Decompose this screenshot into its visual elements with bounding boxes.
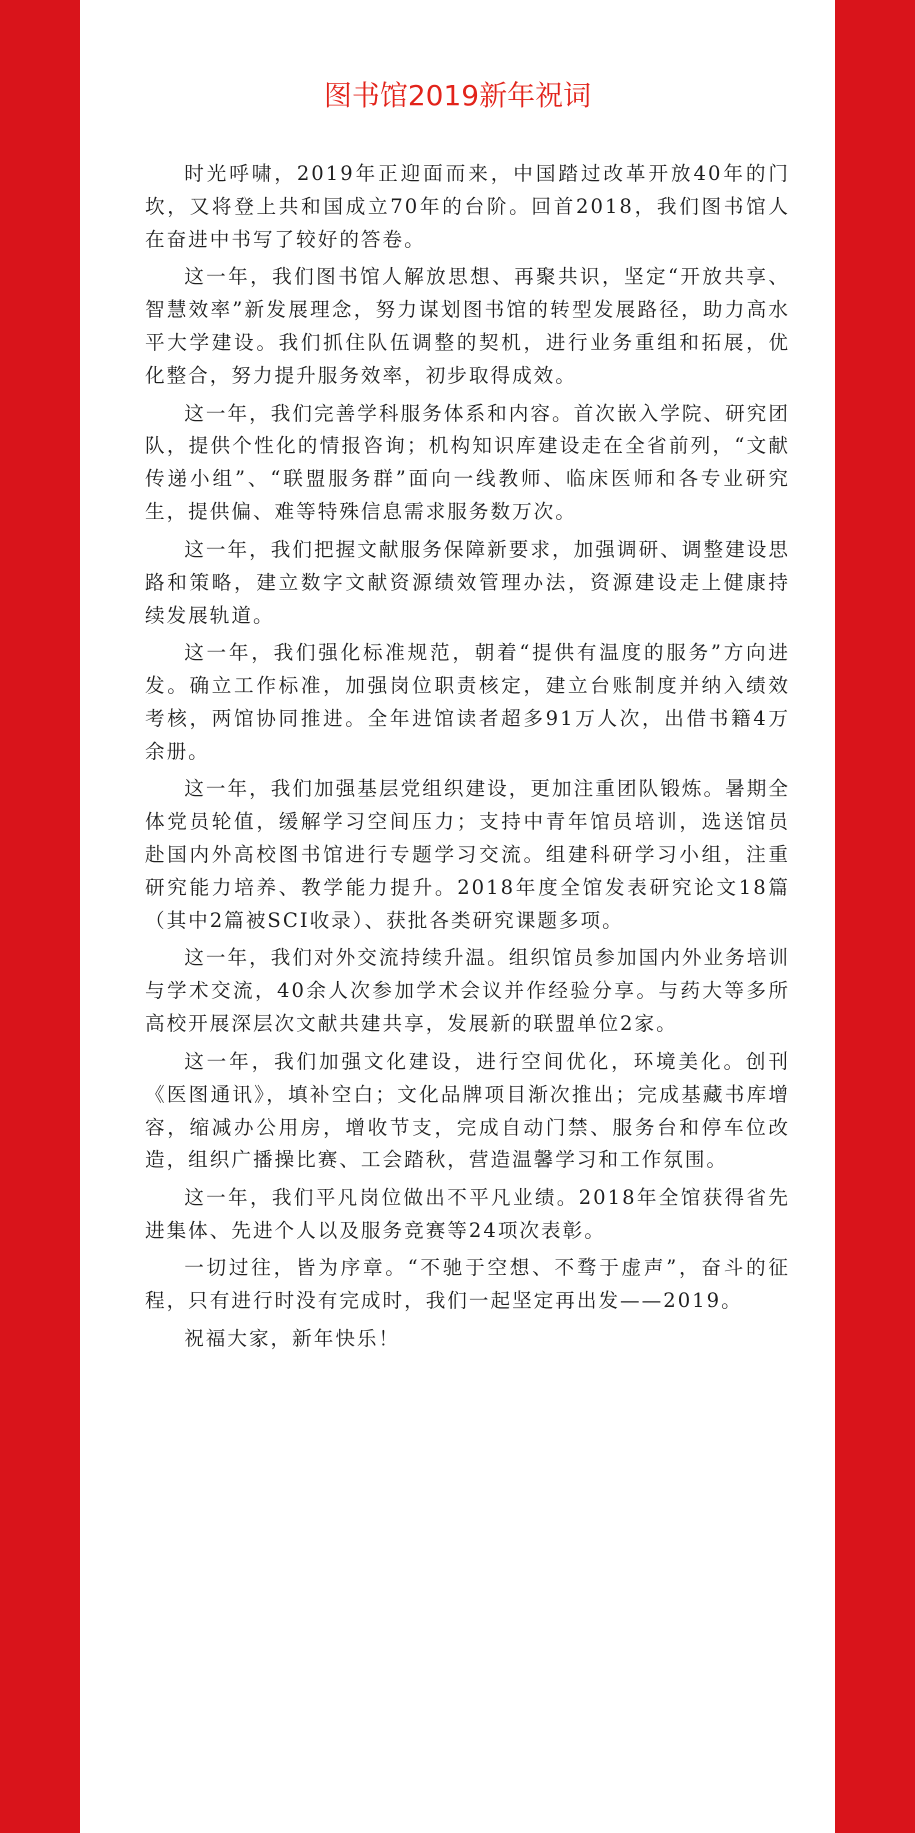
paragraph: 时光呼啸，2019年正迎面而来，中国踏过改革开放40年的门坎，又将登上共和国成立70年的台阶。回首2018，我们图书馆人在奋进中书写了较好的答卷。 [145, 162, 790, 251]
paragraph: 这一年，我们加强基层党组织建设，更加注重团队锻炼。暑期全体党员轮值，缓解学习空间压力；支持中青年馆员培训，选送馆员赴国内外高校图书馆进行专题学习交流。组建科研学习小组，注重研究能力培养、教学能力提升。2018年度全馆发表研究论文18篇（其中2篇被SCI收录）、获批各类研究课题多项。 [145, 777, 790, 932]
document-page [80, 0, 835, 1833]
paragraph: 这一年，我们完善学科服务体系和内容。首次嵌入学院、研究团队，提供个性化的情报咨询；机构知识库建设走在全省前列，“文献传递小组”、“联盟服务群”面向一线教师、临床医师和各专业研究生，提供偏、难等特殊信息需求服务数万次。 [145, 401, 790, 524]
paragraph: 一切过往，皆为序章。“不驰于空想、不骛于虚声”，奋斗的征程，只有进行时没有完成时，我们一起坚定再出发——2019。 [145, 1256, 790, 1313]
paragraph: 这一年，我们把握文献服务保障新要求，加强调研、调整建设思路和策略，建立数字文献资源绩效管理办法，资源建设走上健康持续发展轨道。 [145, 537, 790, 627]
paragraph: 这一年，我们加强文化建设，进行空间优化，环境美化。创刊《医图通讯》，填补空白；文化品牌项目渐次推出；完成基藏书库增容，缩减办公用房，增收节支，完成自动门禁、服务台和停车位改造，组织广播操比赛、工会踏秋，营造温馨学习和工作氛围。 [145, 1049, 790, 1172]
paragraph: 这一年，我们图书馆人解放思想、再聚共识，坚定“开放共享、智慧效率”新发展理念，努力谋划图书馆的转型发展路径，助力高水平大学建设。我们抓住队伍调整的契机，进行业务重组和拓展，优化整合，努力提升服务效率，初步取得成效。 [145, 265, 790, 388]
body-text [145, 158, 790, 1360]
paragraph: 这一年，我们强化标准规范，朝着“提供有温度的服务”方向进发。确立工作标准，加强岗位职责核定，建立台账制度并纳入绩效考核，两馆协同推进。全年进馆读者超多91万人次，出借书籍4万余册。 [145, 641, 790, 763]
paragraph: 这一年，我们对外交流持续升温。组织馆员参加国内外业务培训与学术交流，40余人次参加学术会议并作经验分享。与药大等多所高校开展深层次文献共建共享，发展新的联盟单位2家。 [145, 946, 790, 1036]
paragraph: 祝福大家，新年快乐！ [184, 1326, 401, 1350]
page-title: 图书馆2019新年祝词 [323, 79, 592, 112]
paragraph: 这一年，我们平凡岗位做出不平凡业绩。2018年全馆获得省先进集体、先进个人以及服务竞赛等24项次表彰。 [145, 1185, 790, 1242]
